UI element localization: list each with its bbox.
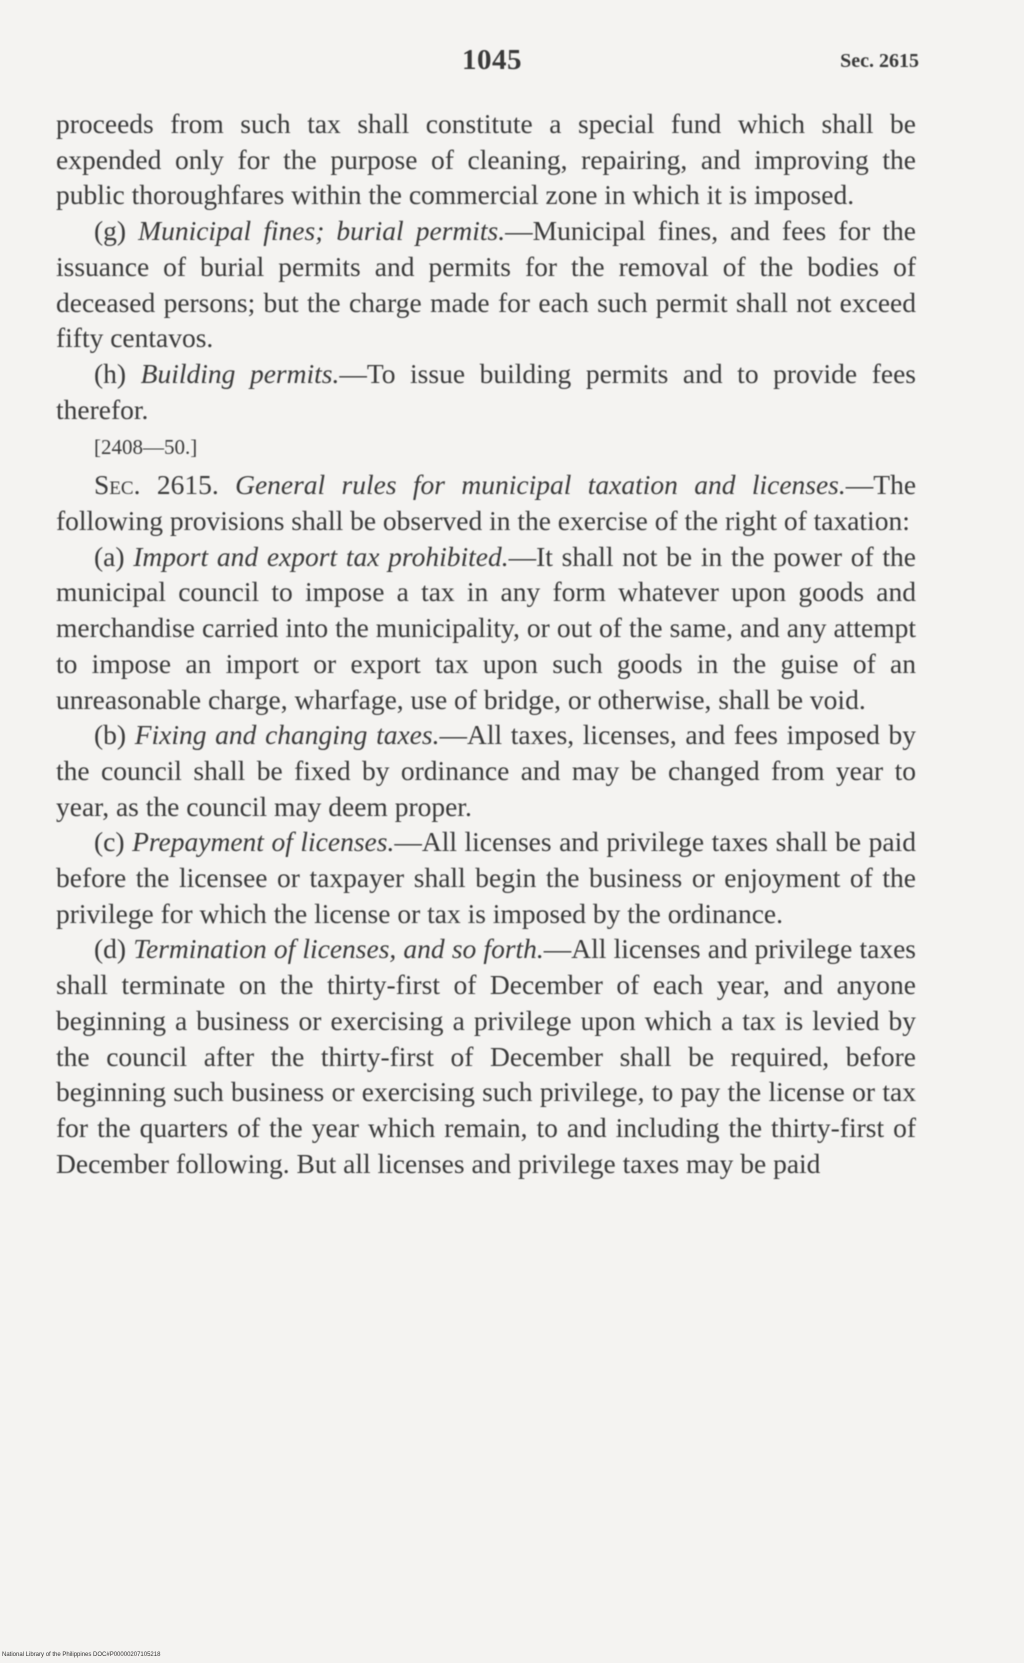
subsection-caption: Fixing and changing taxes.	[134, 719, 440, 751]
subsection-label: (c)	[94, 826, 125, 858]
scan-credit-footer: National Library of the Philippines DOC#P00000207105218	[2, 1652, 161, 1658]
subsection-d	[56, 931, 916, 1181]
page-header	[0, 44, 1024, 84]
running-section-reference: Sec. 2615	[840, 50, 919, 72]
subsection-text: —All licenses and privilege taxes shall be paid before the licensee or taxpayer shall begin the business or enjoyment of the privilege for which the license or tax is imposed by the ordinance.	[56, 826, 916, 929]
paragraph-g	[56, 213, 916, 356]
section-heading-paragraph	[56, 467, 916, 538]
subsection-label: (a)	[94, 540, 125, 572]
subsection-text: —It shall not be in the power of the municipal council to impose a tax in any form whatever upon goods and merchandise carried into the municipality, or out of the same, and any attempt to impose an import or export tax upon such goods in the guise of an unreasonable charge, wharfage, use of bridge, or otherwise, shall be void.	[56, 540, 916, 715]
section-text: —The following provisions shall be observed in the exercise of the right of taxation:	[56, 469, 917, 537]
legislative-citation: [2408—50.]	[94, 435, 198, 460]
subsection-c	[56, 824, 916, 931]
subsection-caption: Prepayment of licenses.	[132, 826, 395, 858]
body-text	[56, 106, 916, 1181]
paragraph-text: —To issue building permits and to provide fees therefor.	[56, 357, 916, 425]
subsection-a	[56, 539, 916, 718]
subsection-caption: Import and export tax prohibited.	[133, 540, 509, 572]
paragraph-caption: Municipal fines; burial permits.	[138, 215, 506, 247]
paragraph-caption: Building permits.	[140, 357, 340, 389]
paragraph-label: (h)	[94, 357, 127, 389]
section-caption: General rules for municipal taxation and licenses.	[235, 469, 846, 501]
continued-paragraph	[56, 106, 916, 213]
paragraph-text: —Municipal fines, and fees for the issuance of burial permits and permits for the removal of the bodies of deceased persons; but the charge made for each such permit shall not exceed fifty centavos.	[56, 215, 916, 354]
subsection-caption: Termination of licenses, and so forth.	[133, 933, 544, 965]
paragraph-h	[56, 356, 916, 427]
section-number: 2615.	[156, 469, 219, 501]
page-number: 1045	[462, 44, 522, 76]
paragraph-label: (g)	[94, 215, 127, 247]
subsection-b	[56, 717, 916, 824]
subsection-label: (d)	[94, 933, 127, 965]
section-prefix: Sec.	[94, 469, 141, 501]
paragraph-text: proceeds from such tax shall constitute a special fund which shall be expended only for the purpose of cleaning, repairing, and improving the public thoroughfares within the commercial zone in which it is imposed.	[56, 108, 916, 211]
subsection-label: (b)	[94, 719, 127, 751]
subsection-text: —All taxes, licenses, and fees imposed by the council shall be fixed by ordinance and may be changed from year to year, as the council may deem proper.	[56, 719, 916, 822]
subsection-text: —All licenses and privilege taxes shall terminate on the thirty-first of December of each year, and anyone beginning a business or exercising a privilege upon which a tax is levied by the council after the thirty-first of December shall be required, before beginning such business or exercising such privilege, to pay the license or tax for the quarters of the year which remain, to and including the thirty-first of December following. But all licenses and privilege taxes may be paid	[56, 933, 916, 1179]
